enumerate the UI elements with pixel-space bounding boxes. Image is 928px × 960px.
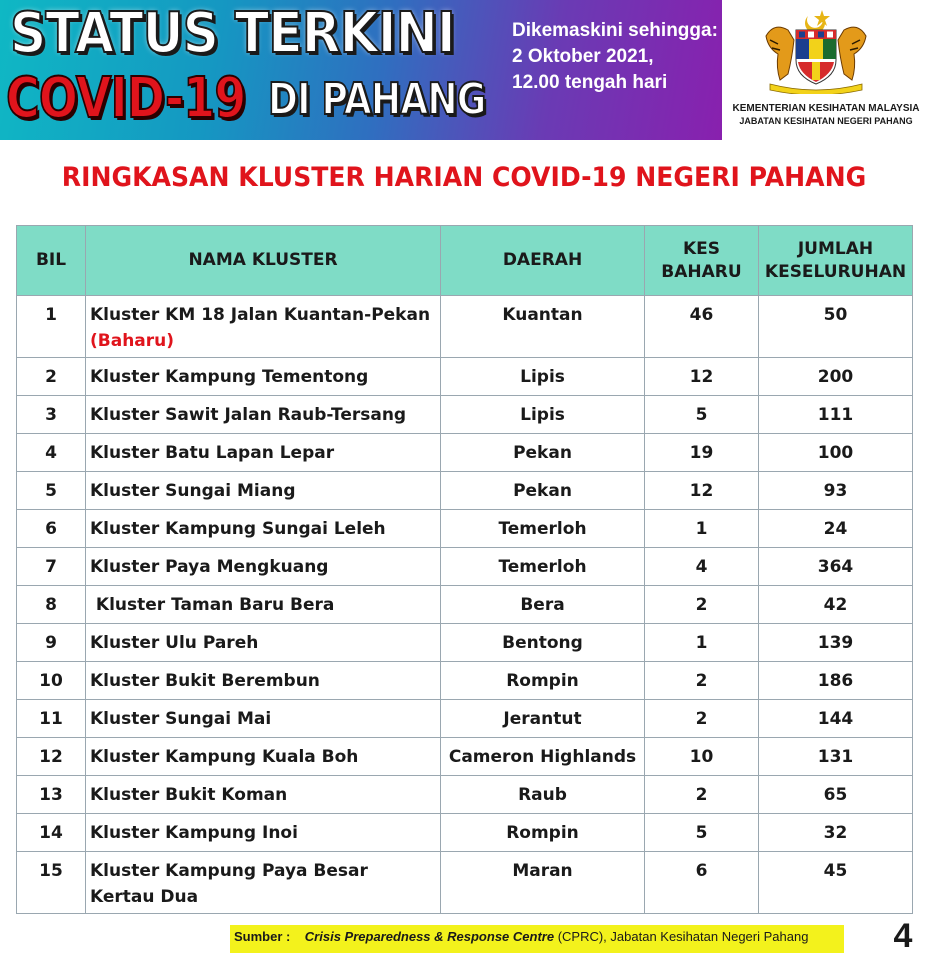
cell-jumlah: 65 [759,776,913,814]
cell-kes-baharu: 12 [645,358,759,396]
cell-daerah: Temerloh [441,510,645,548]
cluster-table [16,225,913,914]
cell-kes-baharu: 46 [645,296,759,358]
cell-kes-baharu: 2 [645,776,759,814]
cell-kes-baharu: 4 [645,548,759,586]
cell-daerah: Bentong [441,624,645,662]
cell-bil: 13 [17,776,86,814]
cell-jumlah: 50 [759,296,913,358]
cell-jumlah: 93 [759,472,913,510]
table-row [17,472,913,510]
cell-nama: Kluster Ulu Pareh [86,624,441,662]
cell-jumlah: 139 [759,624,913,662]
cell-bil: 8 [17,586,86,624]
updated-label: Dikemaskini sehingga: [512,20,718,41]
title-status-terkini: STATUS TERKINI [10,1,455,66]
table-row [17,358,913,396]
updated-time: 12.00 tengah hari [512,72,668,93]
source-org: Crisis Preparedness & Response Centre [304,929,555,944]
cell-nama: Kluster Sungai Miang [86,472,441,510]
title-line-2 [6,66,496,132]
cell-nama: Kluster Taman Baru Bera [86,586,441,624]
cell-bil: 14 [17,814,86,852]
table-row [17,624,913,662]
page-title: RINGKASAN KLUSTER HARIAN COVID-19 NEGERI PAHANG [61,162,867,193]
cell-jumlah: 45 [759,852,913,914]
cell-bil: 7 [17,548,86,586]
cell-nama: Kluster Sawit Jalan Raub-Tersang [86,396,441,434]
cell-nama: Kluster Kampung Sungai Leleh [86,510,441,548]
table-row [17,852,913,914]
cell-daerah: Cameron Highlands [441,738,645,776]
cell-jumlah: 24 [759,510,913,548]
updated-date: 2 Oktober 2021, [512,46,654,67]
cell-nama: Kluster Paya Mengkuang [86,548,441,586]
source-detail: (CPRC), Jabatan Kesihatan Negeri Pahang [554,929,809,944]
cell-jumlah: 32 [759,814,913,852]
cell-kes-baharu: 5 [645,814,759,852]
table-row [17,434,913,472]
cell-bil: 6 [17,510,86,548]
cell-kes-baharu: 12 [645,472,759,510]
cell-bil: 3 [17,396,86,434]
table-header-row [17,226,913,296]
new-cluster-tag: (Baharu) [90,331,175,351]
cell-nama: Kluster Kampung Tementong [86,358,441,396]
cell-daerah: Pekan [441,472,645,510]
cell-bil: 12 [17,738,86,776]
table-row [17,296,913,358]
cell-nama: Kluster Kampung Kuala Boh [86,738,441,776]
ministry-text [728,102,924,127]
column-header-jumlah [759,226,913,296]
update-info [512,18,722,96]
cell-nama: Kluster Kampung Paya Besar Kertau Dua [86,852,441,914]
page-number: 4 [893,917,913,955]
cell-kes-baharu: 6 [645,852,759,914]
cell-daerah: Bera [441,586,645,624]
column-header-jumlah-line2: KESELURUHAN [764,261,907,282]
ministry-line-2: JABATAN KESIHATAN NEGERI PAHANG [739,116,913,126]
cell-jumlah: 186 [759,662,913,700]
table-row [17,586,913,624]
cell-daerah: Rompin [441,662,645,700]
cell-jumlah: 42 [759,586,913,624]
cell-bil: 10 [17,662,86,700]
cell-kes-baharu: 5 [645,396,759,434]
cell-bil: 1 [17,296,86,358]
cell-jumlah: 364 [759,548,913,586]
table-row [17,548,913,586]
cell-kes-baharu: 10 [645,738,759,776]
cell-nama: Kluster Bukit Berembun [86,662,441,700]
column-header-kes-line1: KES [682,238,721,259]
cell-nama [86,296,441,358]
cell-kes-baharu: 19 [645,434,759,472]
source-label: Sumber : [234,929,291,944]
cell-jumlah: 200 [759,358,913,396]
cell-daerah: Raub [441,776,645,814]
table-row [17,396,913,434]
column-header-jumlah-line1: JUMLAH [797,238,874,259]
cell-daerah: Kuantan [441,296,645,358]
cell-jumlah: 131 [759,738,913,776]
cell-bil: 5 [17,472,86,510]
cell-kes-baharu: 2 [645,662,759,700]
malaysia-coat-of-arms-icon [756,6,876,94]
table-row [17,776,913,814]
cluster-name: Kluster KM 18 Jalan Kuantan-Pekan [90,305,431,325]
column-header-nama: NAMA KLUSTER [86,226,441,296]
cell-daerah: Lipis [441,396,645,434]
cell-daerah: Jerantut [441,700,645,738]
cell-bil: 15 [17,852,86,914]
cell-bil: 11 [17,700,86,738]
ministry-line-1: KEMENTERIAN KESIHATAN MALAYSIA [732,103,920,114]
cell-jumlah: 144 [759,700,913,738]
cell-daerah: Pekan [441,434,645,472]
table-row [17,510,913,548]
cell-kes-baharu: 2 [645,586,759,624]
column-header-kes-line2: BAHARU [661,261,742,282]
title-covid: COVID-19 [6,66,246,131]
cell-daerah: Maran [441,852,645,914]
cell-daerah: Temerloh [441,548,645,586]
cell-nama: Kluster Sungai Mai [86,700,441,738]
column-header-kes [645,226,759,296]
cell-kes-baharu: 1 [645,624,759,662]
table-row [17,700,913,738]
cell-kes-baharu: 2 [645,700,759,738]
cell-daerah: Rompin [441,814,645,852]
cell-nama: Kluster Kampung Inoi [86,814,441,852]
header-banner [0,0,928,140]
cell-nama: Kluster Bukit Koman [86,776,441,814]
cell-bil: 9 [17,624,86,662]
title-di-pahang: DI PAHANG [268,74,486,125]
cell-bil: 2 [17,358,86,396]
table-row [17,814,913,852]
table-row [17,662,913,700]
cell-jumlah: 100 [759,434,913,472]
column-header-daerah: DAERAH [441,226,645,296]
cell-jumlah: 111 [759,396,913,434]
cell-kes-baharu: 1 [645,510,759,548]
cell-bil: 4 [17,434,86,472]
source-note [230,925,844,953]
table-row [17,738,913,776]
cell-daerah: Lipis [441,358,645,396]
column-header-bil: BIL [17,226,86,296]
cell-nama: Kluster Batu Lapan Lepar [86,434,441,472]
